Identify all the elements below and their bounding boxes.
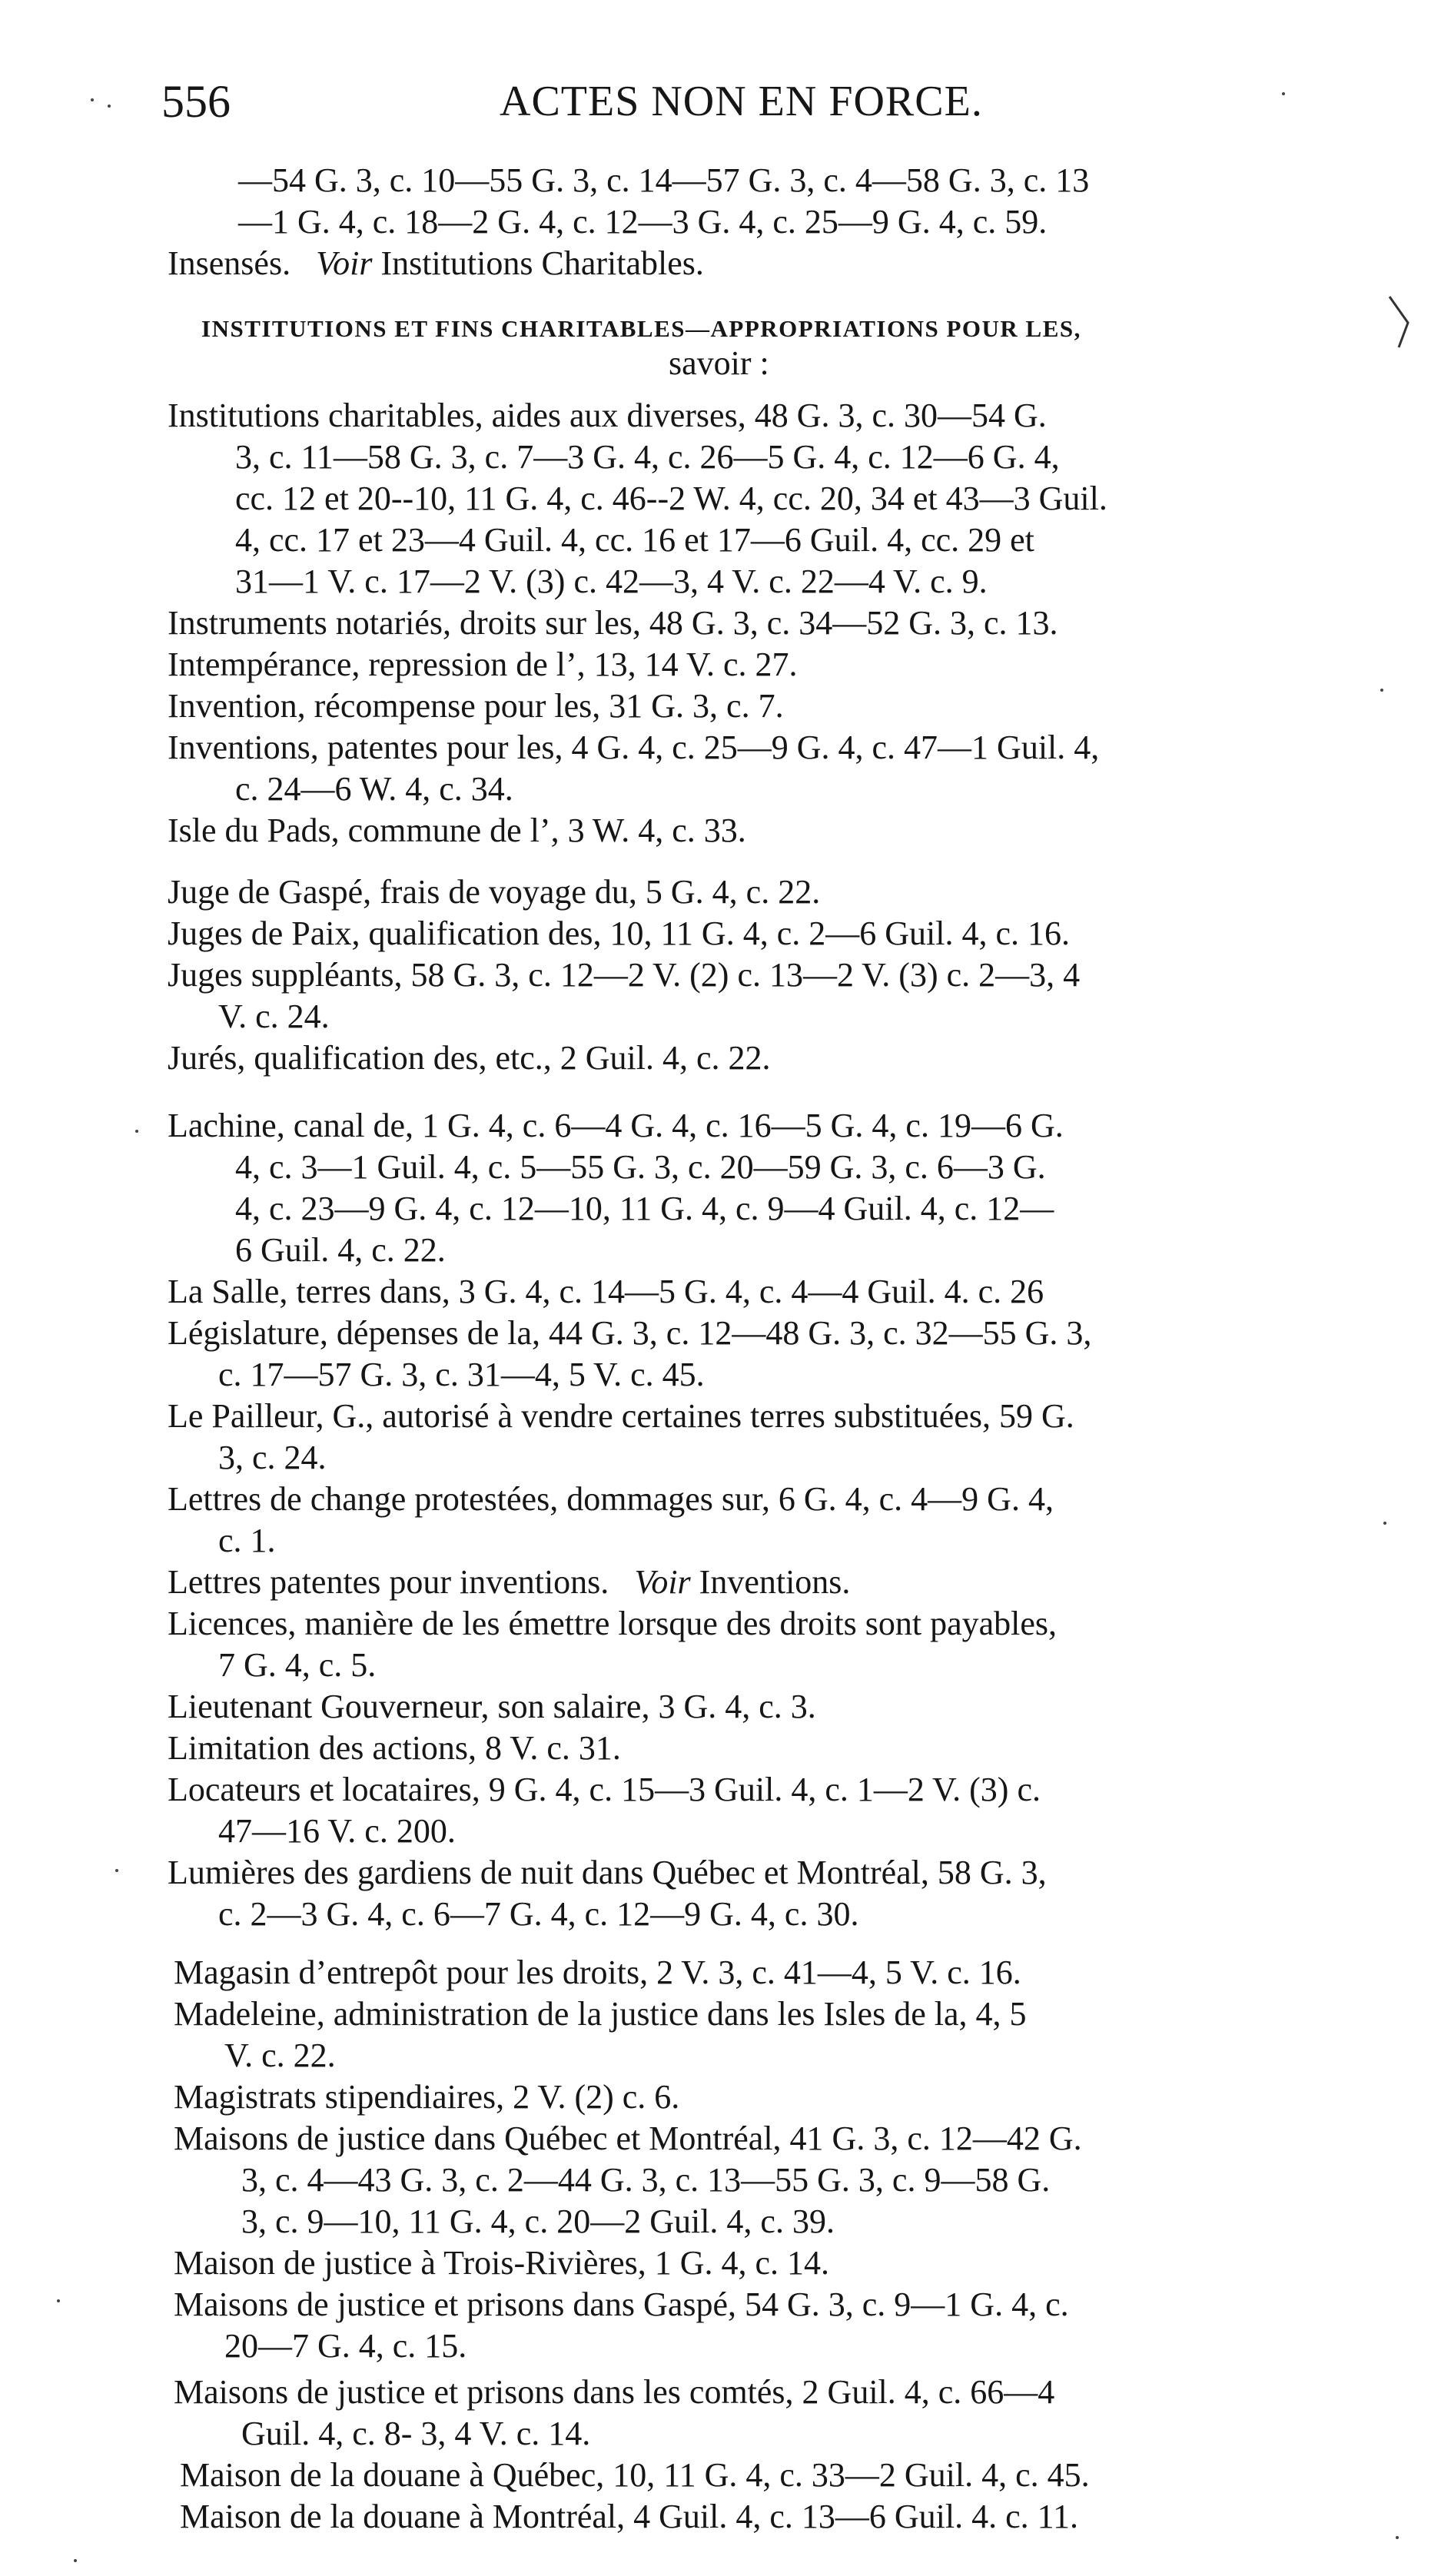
entry-line: Magistrats stipendiaires, 2 V. (2) c. 6.	[174, 2078, 680, 2116]
entry-line: Maison de la douane à Québec, 10, 11 G. 4, c. 33—2 Guil. 4, c. 45.	[180, 2456, 1090, 2494]
entry-line: Juge de Gaspé, frais de voyage du, 5 G. 4, c. 22.	[168, 873, 821, 911]
entry-line: Maison de justice à Trois-Rivières, 1 G. 4, c. 14.	[174, 2244, 830, 2282]
index-entry	[180, 2496, 1078, 2538]
entry-line: Madeleine, administration de la justice dans les Isles de la, 4, 5	[174, 1995, 1027, 2033]
entry-line: Juges suppléants, 58 G. 3, c. 12—2 V. (2) c. 13—2 V. (3) c. 2—3, 4	[168, 956, 1081, 994]
entry-line: c. 2—3 G. 4, c. 6—7 G. 4, c. 12—9 G. 4, c. 30.	[218, 1895, 859, 1933]
entry-line: Maison de la douane à Montréal, 4 Guil. 4, c. 13—6 Guil. 4. c. 11.	[180, 2498, 1079, 2535]
entry-line: Lettres de change protestées, dommages sur, 6 G. 4, c. 4—9 G. 4,	[168, 1480, 1054, 1518]
index-entry	[174, 2076, 679, 2118]
entry-line: —1 G. 4, c. 18—2 G. 4, c. 12—3 G. 4, c. 25—9 G. 4, c. 59.	[238, 203, 1048, 241]
entry-line: Intempérance, repression de l’, 13, 14 V. c. 27.	[168, 646, 798, 683]
index-entry	[168, 871, 820, 913]
entry-line: Magasin d’entrepôt pour les droits, 2 V. 3, c. 41—4, 5 V. c. 16.	[174, 1954, 1021, 1991]
voir-label: Voir	[634, 1563, 691, 1601]
voir-label: Voir	[316, 244, 373, 282]
entry-line: c. 1.	[218, 1522, 276, 1559]
section-subheading: savoir :	[669, 344, 769, 382]
entry-line: 4, c. 3—1 Guil. 4, c. 5—55 G. 3, c. 20—59 G. 3, c. 6—3 G.	[235, 1148, 1046, 1186]
index-entry	[168, 1852, 1047, 1935]
index-entry	[174, 2118, 1082, 2242]
entry-line: cc. 12 et 20--10, 11 G. 4, c. 46--2 W. 4, cc. 20, 34 et 43—3 Guil.	[235, 480, 1107, 517]
index-entry	[168, 913, 1070, 954]
entry-line: 3, c. 9—10, 11 G. 4, c. 20—2 Guil. 4, c. 39.	[241, 2203, 835, 2240]
entry-line: 6 Guil. 4, c. 22.	[235, 1231, 446, 1269]
entry-line: Lumières des gardiens de nuit dans Québec et Montréal, 58 G. 3,	[168, 1854, 1047, 1891]
index-entry	[168, 810, 746, 851]
index-entry	[168, 1105, 1064, 1271]
entry-line: Maisons de justice dans Québec et Montréal, 41 G. 3, c. 12—42 G.	[174, 2120, 1082, 2157]
index-entry	[168, 1479, 1054, 1562]
entry-line: Maisons de justice et prisons dans les comtés, 2 Guil. 4, c. 66—4	[174, 2373, 1055, 2411]
cross-reference-target: Institutions Charitables.	[380, 244, 704, 282]
entry-line: c. 17—57 G. 3, c. 31—4, 5 V. c. 45.	[218, 1356, 705, 1393]
index-entry	[168, 603, 1058, 644]
entry-line: Instruments notariés, droits sur les, 48 G. 3, c. 34—52 G. 3, c. 13.	[168, 604, 1058, 642]
index-entry	[168, 1686, 816, 1728]
entry-line: 3, c. 4—43 G. 3, c. 2—44 G. 3, c. 13—55 G. 3, c. 9—58 G.	[241, 2161, 1051, 2199]
entry-line: Limitation des actions, 8 V. c. 31.	[168, 1729, 621, 1767]
margin-curl-mark	[1385, 292, 1416, 354]
entry-line: 31—1 V. c. 17—2 V. (3) c. 42—3, 4 V. c. 22—4 V. c. 9.	[235, 563, 988, 600]
entry-line: Législature, dépenses de la, 44 G. 3, c. 12—48 G. 3, c. 32—55 G. 3,	[168, 1314, 1092, 1352]
entry-line: La Salle, terres dans, 3 G. 4, c. 14—5 G. 4, c. 4—4 Guil. 4. c. 26	[168, 1273, 1044, 1310]
index-entry	[174, 2242, 829, 2284]
index-entry	[174, 2372, 1054, 2455]
index-entry	[168, 685, 784, 727]
entry-line: Locateurs et locataires, 9 G. 4, c. 15—3 Guil. 4, c. 1—2 V. (3) c.	[168, 1771, 1041, 1808]
index-entry	[168, 395, 1107, 603]
entry-line: Jurés, qualification des, etc., 2 Guil. 4, c. 22.	[168, 1039, 771, 1077]
entry-line: Lettres patentes pour inventions.	[168, 1563, 609, 1601]
entry-line: 47—16 V. c. 200.	[218, 1812, 456, 1850]
entry-line: 7 G. 4, c. 5.	[218, 1646, 377, 1684]
entry-line: 4, cc. 17 et 23—4 Guil. 4, cc. 16 et 17—6 Guil. 4, cc. 29 et	[235, 521, 1034, 559]
entry-line: Licences, manière de les émettre lorsque des droits sont payables,	[168, 1605, 1058, 1642]
index-entry	[168, 1769, 1041, 1852]
index-entry	[168, 1603, 1057, 1686]
index-entry	[168, 727, 1099, 810]
index-entry	[168, 1271, 1044, 1313]
index-entry	[174, 2284, 1069, 2367]
entry-line: 4, c. 23—9 G. 4, c. 12—10, 11 G. 4, c. 9—4 Guil. 4, c. 12—	[235, 1190, 1054, 1227]
entry-line: Institutions charitables, aides aux diverses, 48 G. 3, c. 30—54 G.	[168, 397, 1047, 434]
index-entry	[168, 1313, 1091, 1396]
index-entry	[168, 1562, 850, 1603]
index-entry	[168, 1037, 770, 1079]
entry-line: 3, c. 11—58 G. 3, c. 7—3 G. 4, c. 26—5 G. 4, c. 12—6 G. 4,	[235, 438, 1060, 476]
entry-line: Lieutenant Gouverneur, son salaire, 3 G. 4, c. 3.	[168, 1688, 816, 1725]
index-entry	[180, 2455, 1090, 2496]
cross-reference-target: Inventions.	[699, 1563, 851, 1601]
index-entry	[168, 644, 797, 685]
entry-line: Invention, récompense pour les, 31 G. 3, c. 7.	[168, 687, 784, 725]
entry-line: Guil. 4, c. 8- 3, 4 V. c. 14.	[241, 2415, 591, 2452]
entry-line: 3, c. 24.	[218, 1439, 327, 1476]
page-number: 556	[161, 76, 231, 127]
entry-head: Insensés.	[168, 244, 291, 282]
entry-line: Lachine, canal de, 1 G. 4, c. 6—4 G. 4, c. 16—5 G. 4, c. 19—6 G.	[168, 1107, 1064, 1144]
entry-line: —54 G. 3, c. 10—55 G. 3, c. 14—57 G. 3, c. 4—58 G. 3, c. 13	[238, 161, 1090, 199]
running-head	[161, 71, 1353, 132]
running-title: ACTES NON EN FORCE.	[500, 78, 983, 125]
continuation-entry	[238, 160, 1089, 243]
entry-line: V. c. 22.	[224, 2037, 336, 2074]
entry-line: Isle du Pads, commune de l’, 3 W. 4, c. 33.	[168, 812, 746, 849]
index-entry	[168, 1396, 1074, 1479]
index-entry	[168, 954, 1080, 1037]
section-heading: INSTITUTIONS ET FINS CHARITABLES—APPROPRIATIONS POUR LES,	[201, 315, 1081, 342]
entry-line: c. 24—6 W. 4, c. 34.	[235, 770, 513, 808]
entry-line: Le Pailleur, G., autorisé à vendre certaines terres substituées, 59 G.	[168, 1397, 1074, 1435]
entry-line: 20—7 G. 4, c. 15.	[224, 2327, 467, 2365]
index-entry	[168, 1728, 621, 1769]
insenses-entry	[168, 243, 704, 284]
index-entry	[174, 1952, 1021, 1993]
entry-line: V. c. 24.	[218, 998, 330, 1035]
entry-line: Juges de Paix, qualification des, 10, 11 G. 4, c. 2—6 Guil. 4, c. 16.	[168, 915, 1070, 952]
entry-line: Inventions, patentes pour les, 4 G. 4, c. 25—9 G. 4, c. 47—1 Guil. 4,	[168, 729, 1100, 766]
entry-line: Maisons de justice et prisons dans Gaspé, 54 G. 3, c. 9—1 G. 4, c.	[174, 2286, 1069, 2323]
index-entry	[174, 1993, 1026, 2076]
